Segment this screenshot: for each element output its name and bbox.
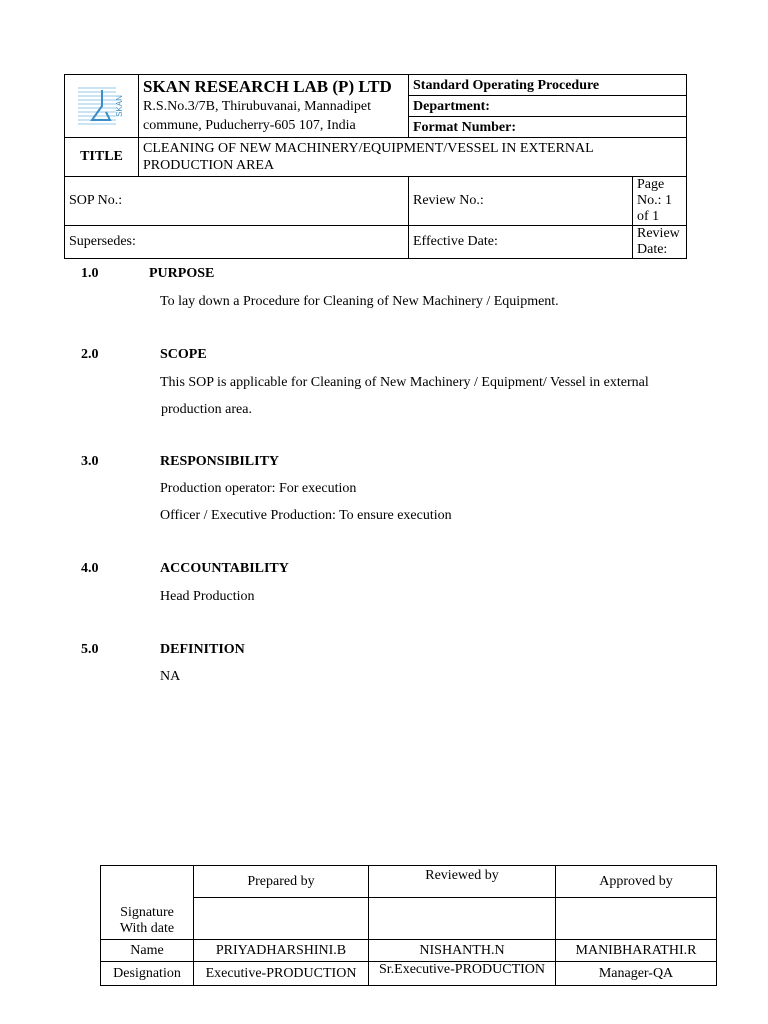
format-number-label: Format Number: (409, 117, 687, 138)
section-heading: PURPOSE (149, 266, 215, 281)
reviewed-name: NISHANTH.N (369, 940, 556, 962)
section-line: Officer / Executive Production: To ensure execution (160, 508, 452, 523)
approved-designation: Manager-QA (556, 962, 717, 986)
sop-no-label: SOP No.: (65, 177, 409, 226)
section-number: 3.0 (81, 454, 99, 469)
name-label: Name (101, 940, 194, 962)
section-number: 2.0 (81, 347, 99, 362)
department-label: Department: (409, 96, 687, 117)
title-label: TITLE (65, 138, 139, 177)
effective-date-label: Effective Date: (409, 226, 633, 259)
page-no-label: Page No.: 1 of 1 (633, 177, 687, 226)
section-line: Production operator: For execution (160, 481, 357, 496)
reviewed-designation: Sr.Executive-PRODUCTION (369, 962, 556, 986)
sop-label: Standard Operating Procedure (409, 75, 687, 96)
company-name: SKAN RESEARCH LAB (P) LTD (143, 77, 392, 96)
address-line-1: R.S.No.3/7B, Thirubuvanai, Mannadipet (143, 99, 371, 114)
document-header-table (64, 74, 687, 259)
section-heading: ACCOUNTABILITY (160, 561, 289, 576)
review-date-label: Review Date: (633, 226, 687, 259)
reviewed-by-header: Reviewed by (369, 866, 556, 898)
section-number: 5.0 (81, 642, 99, 657)
signature-label-cell (101, 866, 194, 940)
designation-label: Designation (101, 962, 194, 986)
approved-signature-cell (556, 898, 717, 940)
signature-label-line-1: Signature (120, 905, 174, 920)
section-heading: DEFINITION (160, 642, 245, 657)
company-cell (139, 75, 409, 138)
signature-table (100, 865, 717, 986)
section-line: Head Production (160, 589, 255, 604)
supersedes-label: Supersedes: (65, 226, 409, 259)
prepared-by-header: Prepared by (194, 866, 369, 898)
section-heading: SCOPE (160, 347, 207, 362)
title-line-2: PRODUCTION AREA (143, 158, 275, 173)
prepared-designation: Executive-PRODUCTION (194, 962, 369, 986)
section-line: production area. (161, 402, 252, 417)
logo-cell (65, 75, 139, 138)
prepared-name: PRIYADHARSHINI.B (194, 940, 369, 962)
signature-label-line-2: With date (119, 921, 175, 936)
address-line-2: commune, Puducherry-605 107, India (143, 118, 356, 133)
section-line: NA (160, 669, 181, 684)
reviewed-signature-cell (369, 898, 556, 940)
title-line-1: CLEANING OF NEW MACHINERY/EQUIPMENT/VESSEL IN EXTERNAL (143, 141, 594, 156)
prepared-signature-cell (194, 898, 369, 940)
section-line: This SOP is applicable for Cleaning of New Machinery / Equipment/ Vessel in external (160, 375, 649, 390)
title-text (139, 138, 687, 177)
logo-text: SKAN (114, 95, 124, 117)
section-number: 1.0 (81, 266, 99, 281)
skan-logo (76, 84, 128, 128)
section-line: To lay down a Procedure for Cleaning of New Machinery / Equipment. (160, 294, 559, 309)
section-heading: RESPONSIBILITY (160, 454, 280, 469)
review-no-label: Review No.: (409, 177, 633, 226)
approved-name: MANIBHARATHI.R (556, 940, 717, 962)
approved-by-header: Approved by (556, 866, 717, 898)
section-number: 4.0 (81, 561, 99, 576)
